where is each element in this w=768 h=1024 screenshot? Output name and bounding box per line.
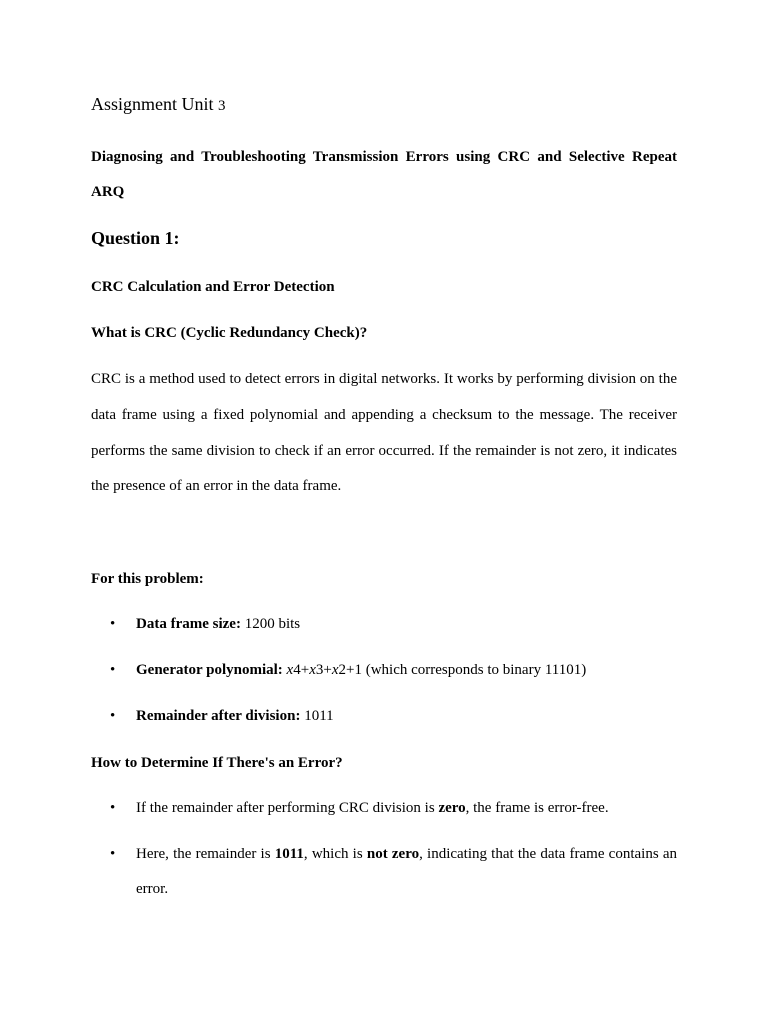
text-run: If the remainder after performing CRC division is xyxy=(136,800,439,816)
list-item-text xyxy=(136,699,677,734)
question-heading: Question 1: xyxy=(91,228,180,248)
list-item-value: (which corresponds to binary 11101) xyxy=(361,662,587,678)
polynomial-expression xyxy=(287,662,362,678)
text-run: , indicating that the data frame contains an error. xyxy=(136,846,677,897)
title-text: Assignment Unit xyxy=(91,94,219,114)
bullet-icon: • xyxy=(110,800,116,816)
section-title: CRC Calculation and Error Detection xyxy=(91,279,335,295)
poly-var: x xyxy=(286,662,294,678)
emphasis: 1011 xyxy=(274,846,304,862)
bullet-icon: • xyxy=(110,708,116,724)
list-item-label: Generator polynomial: xyxy=(136,662,283,678)
bullet-icon: • xyxy=(110,662,116,678)
list-item-label: Data frame size: xyxy=(136,616,241,632)
text-run: Here, the remainder is xyxy=(136,846,275,862)
determine-error-heading: How to Determine If There's an Error? xyxy=(91,755,343,771)
bullet-icon: • xyxy=(110,616,116,632)
poly-term: 3+ xyxy=(315,662,332,678)
list-item-value: 1200 bits xyxy=(240,616,301,632)
list-item-text xyxy=(136,653,677,688)
poly-var: x xyxy=(331,662,339,678)
list-item-text xyxy=(136,607,677,642)
poly-term: 4+ xyxy=(293,662,310,678)
emphasis: not zero xyxy=(366,846,420,862)
poly-term: 2+1 xyxy=(338,662,362,678)
poly-var: x xyxy=(309,662,316,678)
crc-description-paragraph: CRC is a method used to detect errors in digital networks. It works by performing division on the data frame using a fixed polynomial and appending a checksum to the message. The receiver performs the same division to check if an error occurred. If the remainder is not zero, it indicates the presence of an error in the data frame. xyxy=(91,371,677,495)
problem-heading: For this problem: xyxy=(91,571,204,587)
list-item-value: 1011 xyxy=(300,708,334,724)
title-unit-number: 3 xyxy=(218,98,226,114)
list-item-text xyxy=(136,791,677,826)
emphasis: zero xyxy=(438,800,466,816)
document-subtitle: Diagnosing and Troubleshooting Transmission Errors using CRC and Selective Repeat ARQ xyxy=(91,149,677,200)
text-run: , which is xyxy=(303,846,367,862)
text-run: , the frame is error-free. xyxy=(465,800,609,816)
list-item-text xyxy=(136,837,677,907)
page-title xyxy=(91,91,226,119)
bullet-icon: • xyxy=(110,846,116,862)
what-is-crc-heading: What is CRC (Cyclic Redundancy Check)? xyxy=(91,325,368,341)
list-item-label: Remainder after division: xyxy=(136,708,301,724)
